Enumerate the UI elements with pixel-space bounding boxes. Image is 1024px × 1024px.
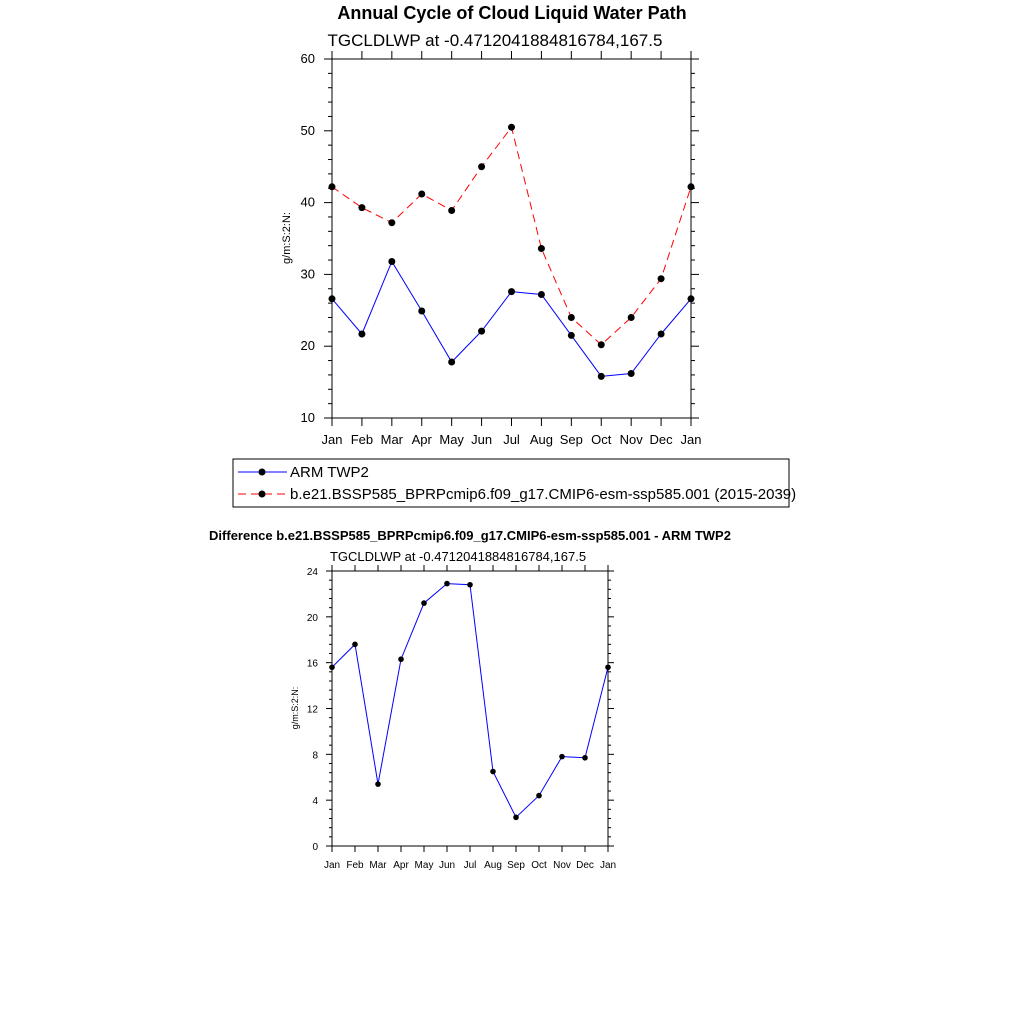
top-chart-series-1-point <box>688 295 695 302</box>
bottom-plot-area <box>307 565 616 871</box>
bottom-chart-ytick-label: 20 <box>306 612 318 624</box>
top-chart-ytick-label: 50 <box>300 122 315 138</box>
top-chart-xtick-label: Mar <box>380 432 404 447</box>
bottom-chart-ylabel: g/m:S:2:N: <box>290 686 300 730</box>
top-chart-series-1-point <box>538 291 545 298</box>
top-chart-xtick-label: Jan <box>321 432 343 447</box>
top-chart-series-1-point <box>598 373 605 380</box>
top-chart-series-1-point <box>628 370 635 377</box>
bottom-chart-series-1-point <box>329 664 335 670</box>
top-chart-series-2-point <box>448 207 455 214</box>
bottom-chart-xtick-label: Dec <box>576 860 594 871</box>
top-plot-area <box>301 51 702 447</box>
bottom-chart-series-1-point <box>444 581 450 587</box>
legend-label-series-2: b.e21.BSSP585_BPRPcmip6.f09_g17.CMIP6-esm-ssp585.001 (2015-2039) <box>290 486 797 503</box>
bottom-chart-series-line-1 <box>332 584 608 818</box>
bottom-chart-xtick-label: Nov <box>553 860 571 871</box>
top-chart-series-1-point <box>568 332 575 339</box>
top-chart-series-1-point <box>658 330 665 337</box>
bottom-chart-xtick-label: Aug <box>484 860 502 871</box>
top-chart-xtick-label: Jan <box>680 432 702 447</box>
bottom-chart-xtick-label: Apr <box>393 860 409 871</box>
bottom-chart-xtick-label: Mar <box>369 860 387 871</box>
figure-title: Annual Cycle of Cloud Liquid Water Path <box>337 3 687 23</box>
top-chart-series-2-point <box>628 314 635 321</box>
top-chart-series-1-point <box>478 328 485 335</box>
bottom-chart-series-1-point <box>398 656 404 662</box>
top-chart-xtick-label: Apr <box>411 432 432 447</box>
bottom-chart-series-1-point <box>582 755 588 761</box>
top-chart-xtick-label: Oct <box>591 432 612 447</box>
top-chart-series-1-point <box>418 308 425 315</box>
top-chart-series-2-point <box>478 163 485 170</box>
bottom-chart-xtick-label: May <box>414 860 434 871</box>
bottom-chart-series-1-point <box>421 600 427 606</box>
top-chart-series-2-point <box>358 204 365 211</box>
legend-entry-series-1 <box>238 464 369 481</box>
top-chart-xtick-label: Jul <box>503 432 520 447</box>
difference-title: Difference b.e21.BSSP585_BPRPcmip6.f09_g17.CMIP6-esm-ssp585.001 - ARM TWP2 <box>209 528 731 543</box>
top-chart-series-2-point <box>418 190 425 197</box>
top-chart-series-1-point <box>448 358 455 365</box>
bottom-chart-series-1-point <box>536 793 542 799</box>
top-chart-series-line-2 <box>332 127 691 345</box>
top-chart-series-2-point <box>538 245 545 252</box>
bottom-chart-series-1-point <box>513 815 519 821</box>
bottom-chart-ytick-label: 12 <box>306 704 318 716</box>
bottom-chart-series-1-point <box>352 642 358 648</box>
top-chart-series-1-point <box>388 258 395 265</box>
bottom-chart-xtick-label: Jul <box>463 860 477 871</box>
top-chart-series-2-point <box>688 183 695 190</box>
bottom-chart-series-1-point <box>375 781 381 787</box>
top-chart-ytick-label: 30 <box>300 266 315 282</box>
top-chart-xtick-label: Aug <box>529 432 553 447</box>
top-chart-xtick-label: Dec <box>649 432 673 447</box>
top-chart-series-1-point <box>329 295 336 302</box>
bottom-chart-xtick-label: Jan <box>323 860 341 871</box>
top-chart-subtitle: TGCLDLWP at -0.4712041884816784,167.5 <box>327 31 663 50</box>
bottom-chart-xtick-label: Feb <box>346 860 364 871</box>
top-chart-xtick-label: Jun <box>471 432 493 447</box>
bottom-chart-subtitle: TGCLDLWP at -0.4712041884816784,167.5 <box>329 549 587 564</box>
bottom-chart-series-1-point <box>605 664 611 670</box>
top-chart-xtick-label: Nov <box>619 432 643 447</box>
top-chart-series-line-1 <box>332 261 691 376</box>
bottom-chart-xtick-label: Jun <box>438 860 456 871</box>
bottom-chart-series-1-point <box>559 754 565 760</box>
top-chart-ytick-label: 60 <box>300 51 315 66</box>
bottom-chart-ytick-label: 24 <box>306 567 318 578</box>
top-chart-series-2-point <box>598 341 605 348</box>
bottom-chart-xtick-label: Jan <box>599 860 617 871</box>
top-chart-ylabel: g/m:S:2:N: <box>281 212 293 264</box>
top-chart-xtick-label: Sep <box>559 432 583 447</box>
top-chart-ytick-label: 40 <box>300 194 315 210</box>
bottom-chart-ytick-label: 0 <box>312 842 318 853</box>
top-chart-series-2-point <box>568 314 575 321</box>
bottom-chart-series-1-point <box>467 582 473 588</box>
top-chart-xtick-label: Feb <box>350 432 374 447</box>
top-chart-series-2-point <box>508 124 515 131</box>
bottom-chart-frame <box>332 571 608 846</box>
top-chart-series-1-point <box>358 330 365 337</box>
bottom-chart-xtick-label: Sep <box>507 860 525 871</box>
top-chart-frame <box>332 59 691 418</box>
bottom-chart-xtick-label: Oct <box>531 860 547 871</box>
bottom-chart-series-1-point <box>490 769 496 775</box>
bottom-chart-ytick-label: 8 <box>312 750 318 762</box>
top-chart-series-2-point <box>658 275 665 282</box>
top-chart-series-2-point <box>329 183 336 190</box>
top-chart-ytick-label: 20 <box>300 338 315 354</box>
legend-entry-series-2 <box>238 486 796 503</box>
top-chart-series-1-point <box>508 288 515 295</box>
top-chart-series-2-point <box>388 219 395 226</box>
bottom-chart-ytick-label: 16 <box>306 658 318 670</box>
legend-label-series-1: ARM TWP2 <box>290 464 369 481</box>
bottom-chart-ytick-label: 4 <box>312 796 318 808</box>
top-chart-xtick-label: May <box>439 432 464 447</box>
top-chart-ytick-label: 10 <box>300 410 315 425</box>
top-chart-legend <box>233 459 796 507</box>
